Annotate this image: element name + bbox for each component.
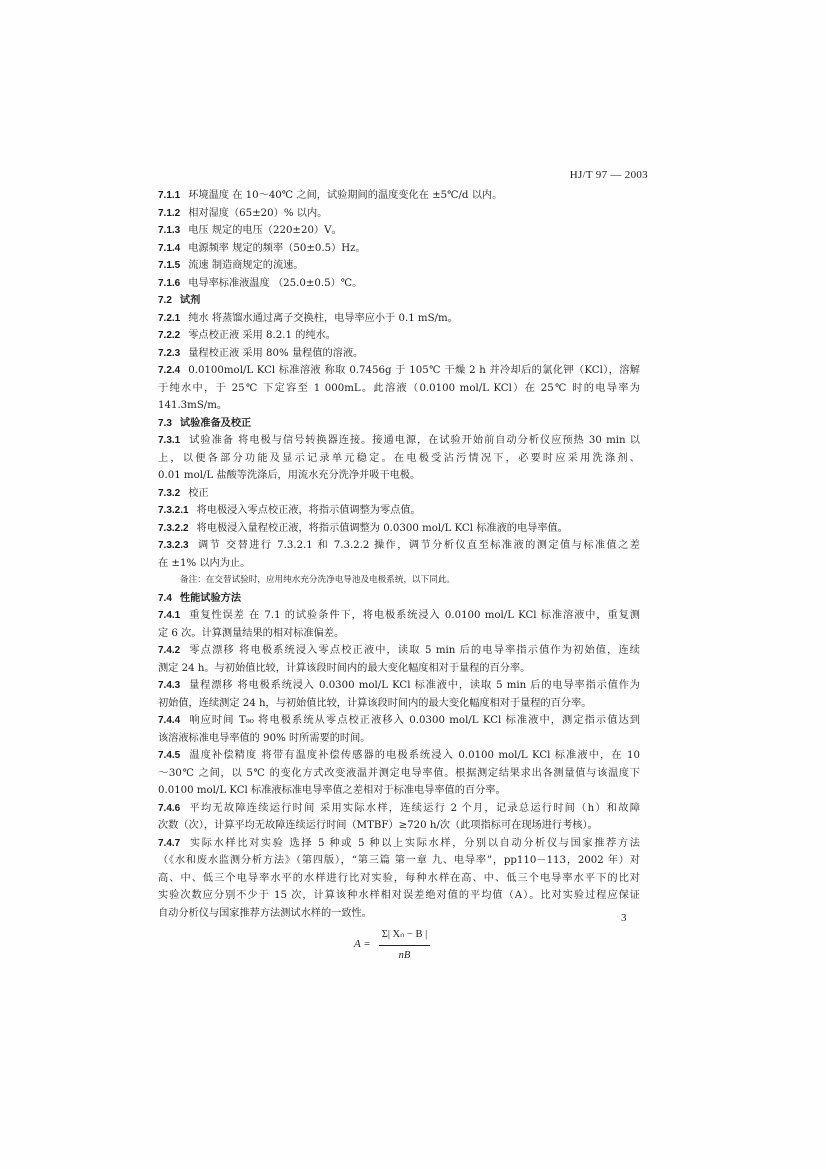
section-line <box>158 642 640 660</box>
section-number: 7.1.4 <box>158 242 181 254</box>
section-number: 7.2.3 <box>158 347 181 359</box>
page-number: 3 <box>621 912 627 924</box>
line-text: 在 ±1% 以内为止。 <box>158 557 251 569</box>
section-number: 7.2 <box>158 295 172 306</box>
continuation-line <box>158 467 640 485</box>
continuation-line <box>158 660 640 678</box>
line-text: 实验次数应分别不少于 15 次，计算该种水样相对误差绝对值的平均值（A）。比对实验过程应保证 <box>158 890 640 901</box>
section-number: 7.3.2.1 <box>158 505 189 516</box>
continuation-line <box>158 765 640 783</box>
continuation-line <box>158 905 640 923</box>
section-line <box>158 327 640 345</box>
line-text: （《水和废水监测分析方法》（第四版），“第三篇 第一章 九、电导率”，pp110－113，2002 年）对 <box>158 855 640 866</box>
line-text: 上，以便各部分功能及显示记录单元稳定。在电极受沾污情况下，必要时应采用洗涤剂、 <box>158 452 640 464</box>
section-number: 7.2.1 <box>158 312 181 324</box>
continuation-line <box>158 887 640 905</box>
line-text: 零点校正液 采用 8.2.1 的纯水。 <box>188 330 336 341</box>
continuation-line <box>158 397 640 415</box>
section-line <box>158 205 640 223</box>
section-line <box>158 800 640 818</box>
continuation-line <box>158 450 640 468</box>
section-line <box>158 222 640 240</box>
line-text: 将电极浸入零点校正液，将指示值调整为零点值。 <box>196 505 421 516</box>
continuation-line <box>158 852 640 870</box>
section-number: 7.1.3 <box>158 225 181 236</box>
section-line <box>158 257 640 275</box>
document-header: HJ/T 97 — 2003 <box>569 169 648 181</box>
continuation-line <box>158 817 640 835</box>
continuation-line <box>158 625 640 643</box>
section-number: 7.4.6 <box>158 802 181 814</box>
section-line <box>158 275 640 293</box>
continuation-line <box>158 782 640 800</box>
section-number: 7.1.5 <box>158 260 181 271</box>
section-number: 7.3.2.3 <box>158 540 189 551</box>
line-text: 电压 规定的电压（220±20）V。 <box>188 225 342 236</box>
section-line <box>158 520 640 538</box>
continuation-line <box>158 555 640 573</box>
continuation-line <box>158 870 640 888</box>
line-text: 量程校正液 采用 80% 量程值的溶液。 <box>188 347 364 359</box>
formula-denominator: nB <box>398 949 411 961</box>
line-text: 0.0100mol/L KCl 标准溶液 称取 0.7456g 于 105℃ 干燥 2 h 并冷却后的氯化钾（KCl），溶解 <box>188 365 640 376</box>
document-body <box>158 187 640 968</box>
line-text: 零点漂移 将电极系统浸入零点校正液中，读取 5 min 后的电导率指示值作为初始值，连续 <box>188 645 640 656</box>
line-text: 测定 24 h。与初始值比较，计算该段时间内的最大变化幅度相对于量程的百分率。 <box>158 662 531 674</box>
section-heading: 试剂 <box>179 294 201 306</box>
line-text: 0.0100 mol/L KCl 标准液标准电导率值之差相对于标准电导率值的百分率。 <box>158 785 506 796</box>
line-text: 相对湿度（65±20）% 以内。 <box>188 207 328 219</box>
section-line <box>158 240 640 258</box>
section-number: 7.1.2 <box>158 207 181 219</box>
section-line <box>158 502 640 520</box>
section-line <box>158 362 640 380</box>
section-line <box>158 835 640 853</box>
section-number: 7.4.2 <box>158 645 181 656</box>
formula-row <box>158 922 640 968</box>
section-line <box>158 292 640 310</box>
section-line <box>158 712 640 730</box>
line-text: 试验准备 将电极与信号转换器连接。接通电源，在试验开始前自动分析仪应预热 30 min 以 <box>188 435 640 446</box>
line-text: 初始值，连续测定 24 h，与初始值比较，计算该段时间内的最大变化幅度相对于量程的百分率。 <box>158 697 592 709</box>
line-text: 高、中、低三个电导率水平的水样进行比对实验，每种水样在高、中、低三个电导率水平下的比对 <box>158 872 640 884</box>
line-text: 于纯水中，于 25℃ 下定容至 1 000mL。此溶液（0.0100 mol/L KCl）在 25℃ 时的电导率为 <box>158 382 640 394</box>
line-text: ～30℃ 之间，以 5℃ 的变化方式改变液温并测定电导率值。根据测定结果求出各测量值与该温度下 <box>158 767 640 779</box>
section-line <box>158 537 640 555</box>
section-number: 7.1.1 <box>158 190 181 201</box>
section-line <box>158 607 640 625</box>
line-text: 次数（次），计算平均无故障连续运行时间（MTBF）≥720 h/次（此项指标可在现场进行考核）。 <box>158 820 598 831</box>
line-text: 将电极浸入量程校正液，将指示值调整为 0.0300 mol/L KCl 标准液的电导率值。 <box>196 522 568 534</box>
continuation-line <box>158 730 640 748</box>
section-number: 7.4 <box>158 592 172 604</box>
line-text: 定 6 次。计算测量结果的相对标准偏差。 <box>158 627 345 639</box>
section-line <box>158 677 640 695</box>
line-text: 平均无故障连续运行时间 采用实际水样，连续运行 2 个月，记录总运行时间（h）和故障 <box>188 802 640 814</box>
section-heading: 试验准备及校正 <box>179 416 252 429</box>
line-text: 温度补偿精度 将带有温度补偿传感器的电极系统浸入 0.0100 mol/L KCl 标准液中，在 10 <box>188 750 640 761</box>
line-text: 响应时间 T₉₀ 将电极系统从零点校正液移入 0.0300 mol/L KCl 标准液中，测定指示值达到 <box>188 715 640 726</box>
line-text: 141.3mS/m。 <box>158 400 228 411</box>
section-number: 7.4.4 <box>158 715 181 726</box>
formula-numerator: Σ| Xₙ − B | <box>379 926 431 946</box>
line-text: 实际水样比对实验 选择 5 种或 5 种以上实际水样，分别以自动分析仪与国家推荐方法 <box>188 837 640 849</box>
line-text: 0.01 mol/L 盐酸等洗涤后，用流水充分洗净并吸干电极。 <box>158 470 421 481</box>
line-text: 流速 制造商规定的流速。 <box>188 260 304 271</box>
section-number: 7.4.1 <box>158 610 181 621</box>
section-line <box>158 187 640 205</box>
section-number: 7.1.6 <box>158 277 181 289</box>
section-number: 7.4.5 <box>158 750 181 761</box>
section-number: 7.2.2 <box>158 330 181 341</box>
section-line <box>158 415 640 433</box>
section-number: 7.3.2.2 <box>158 522 189 534</box>
section-number: 7.3.2 <box>158 487 181 499</box>
formula-lhs: A = <box>354 938 371 951</box>
line-text: 该溶液标准电导率值的 90% 时所需要的时间。 <box>158 732 371 744</box>
section-number: 7.4.7 <box>158 837 181 849</box>
section-number: 7.3.1 <box>158 435 181 446</box>
line-text: 自动分析仪与国家推荐方法测试水样的一致性。 <box>158 907 372 919</box>
line-text: 电源频率 规定的频率（50±0.5）Hz。 <box>188 242 366 254</box>
section-line <box>158 485 640 503</box>
line-text: 校正 <box>188 487 209 499</box>
mean-relative-error-formula <box>354 926 430 964</box>
line-text: 重复性误差 在 7.1 的试验条件下，将电极系统浸入 0.0100 mol/L KCl 标准溶液中，重复测 <box>188 610 640 621</box>
formula-fraction <box>379 926 431 964</box>
line-text: 量程漂移 将电极系统浸入 0.0300 mol/L KCl 标准液中，读取 5 min 后的电导率指示值作为 <box>188 680 640 691</box>
line-text: 调节 交替进行 7.3.2.1 和 7.3.2.2 操作，调节分析仪直至标准液的测定值与标准值之差 <box>196 540 640 551</box>
section-line <box>158 345 640 363</box>
section-number: 7.2.4 <box>158 365 181 376</box>
note-line: 备注：在交替试验时，应用纯水充分洗净电导池及电极系统，以下同此。 <box>180 575 456 585</box>
section-number: 7.4.3 <box>158 680 181 691</box>
section-line <box>158 432 640 450</box>
line-text: 纯水 将蒸馏水通过离子交换柱，电导率应小于 0.1 mS/m。 <box>188 312 458 324</box>
section-heading: 性能试验方法 <box>179 591 242 604</box>
line-text: 环境温度 在 10～40℃ 之间，试验期间的温度变化在 ±5℃/d 以内。 <box>188 190 503 201</box>
section-line <box>158 310 640 328</box>
continuation-line <box>158 380 640 398</box>
section-line <box>158 590 640 608</box>
continuation-line <box>158 695 640 713</box>
line-text: 电导率标准液温度 （25.0±0.5）℃。 <box>188 277 363 289</box>
section-line <box>158 747 640 765</box>
section-number: 7.3 <box>158 417 172 429</box>
